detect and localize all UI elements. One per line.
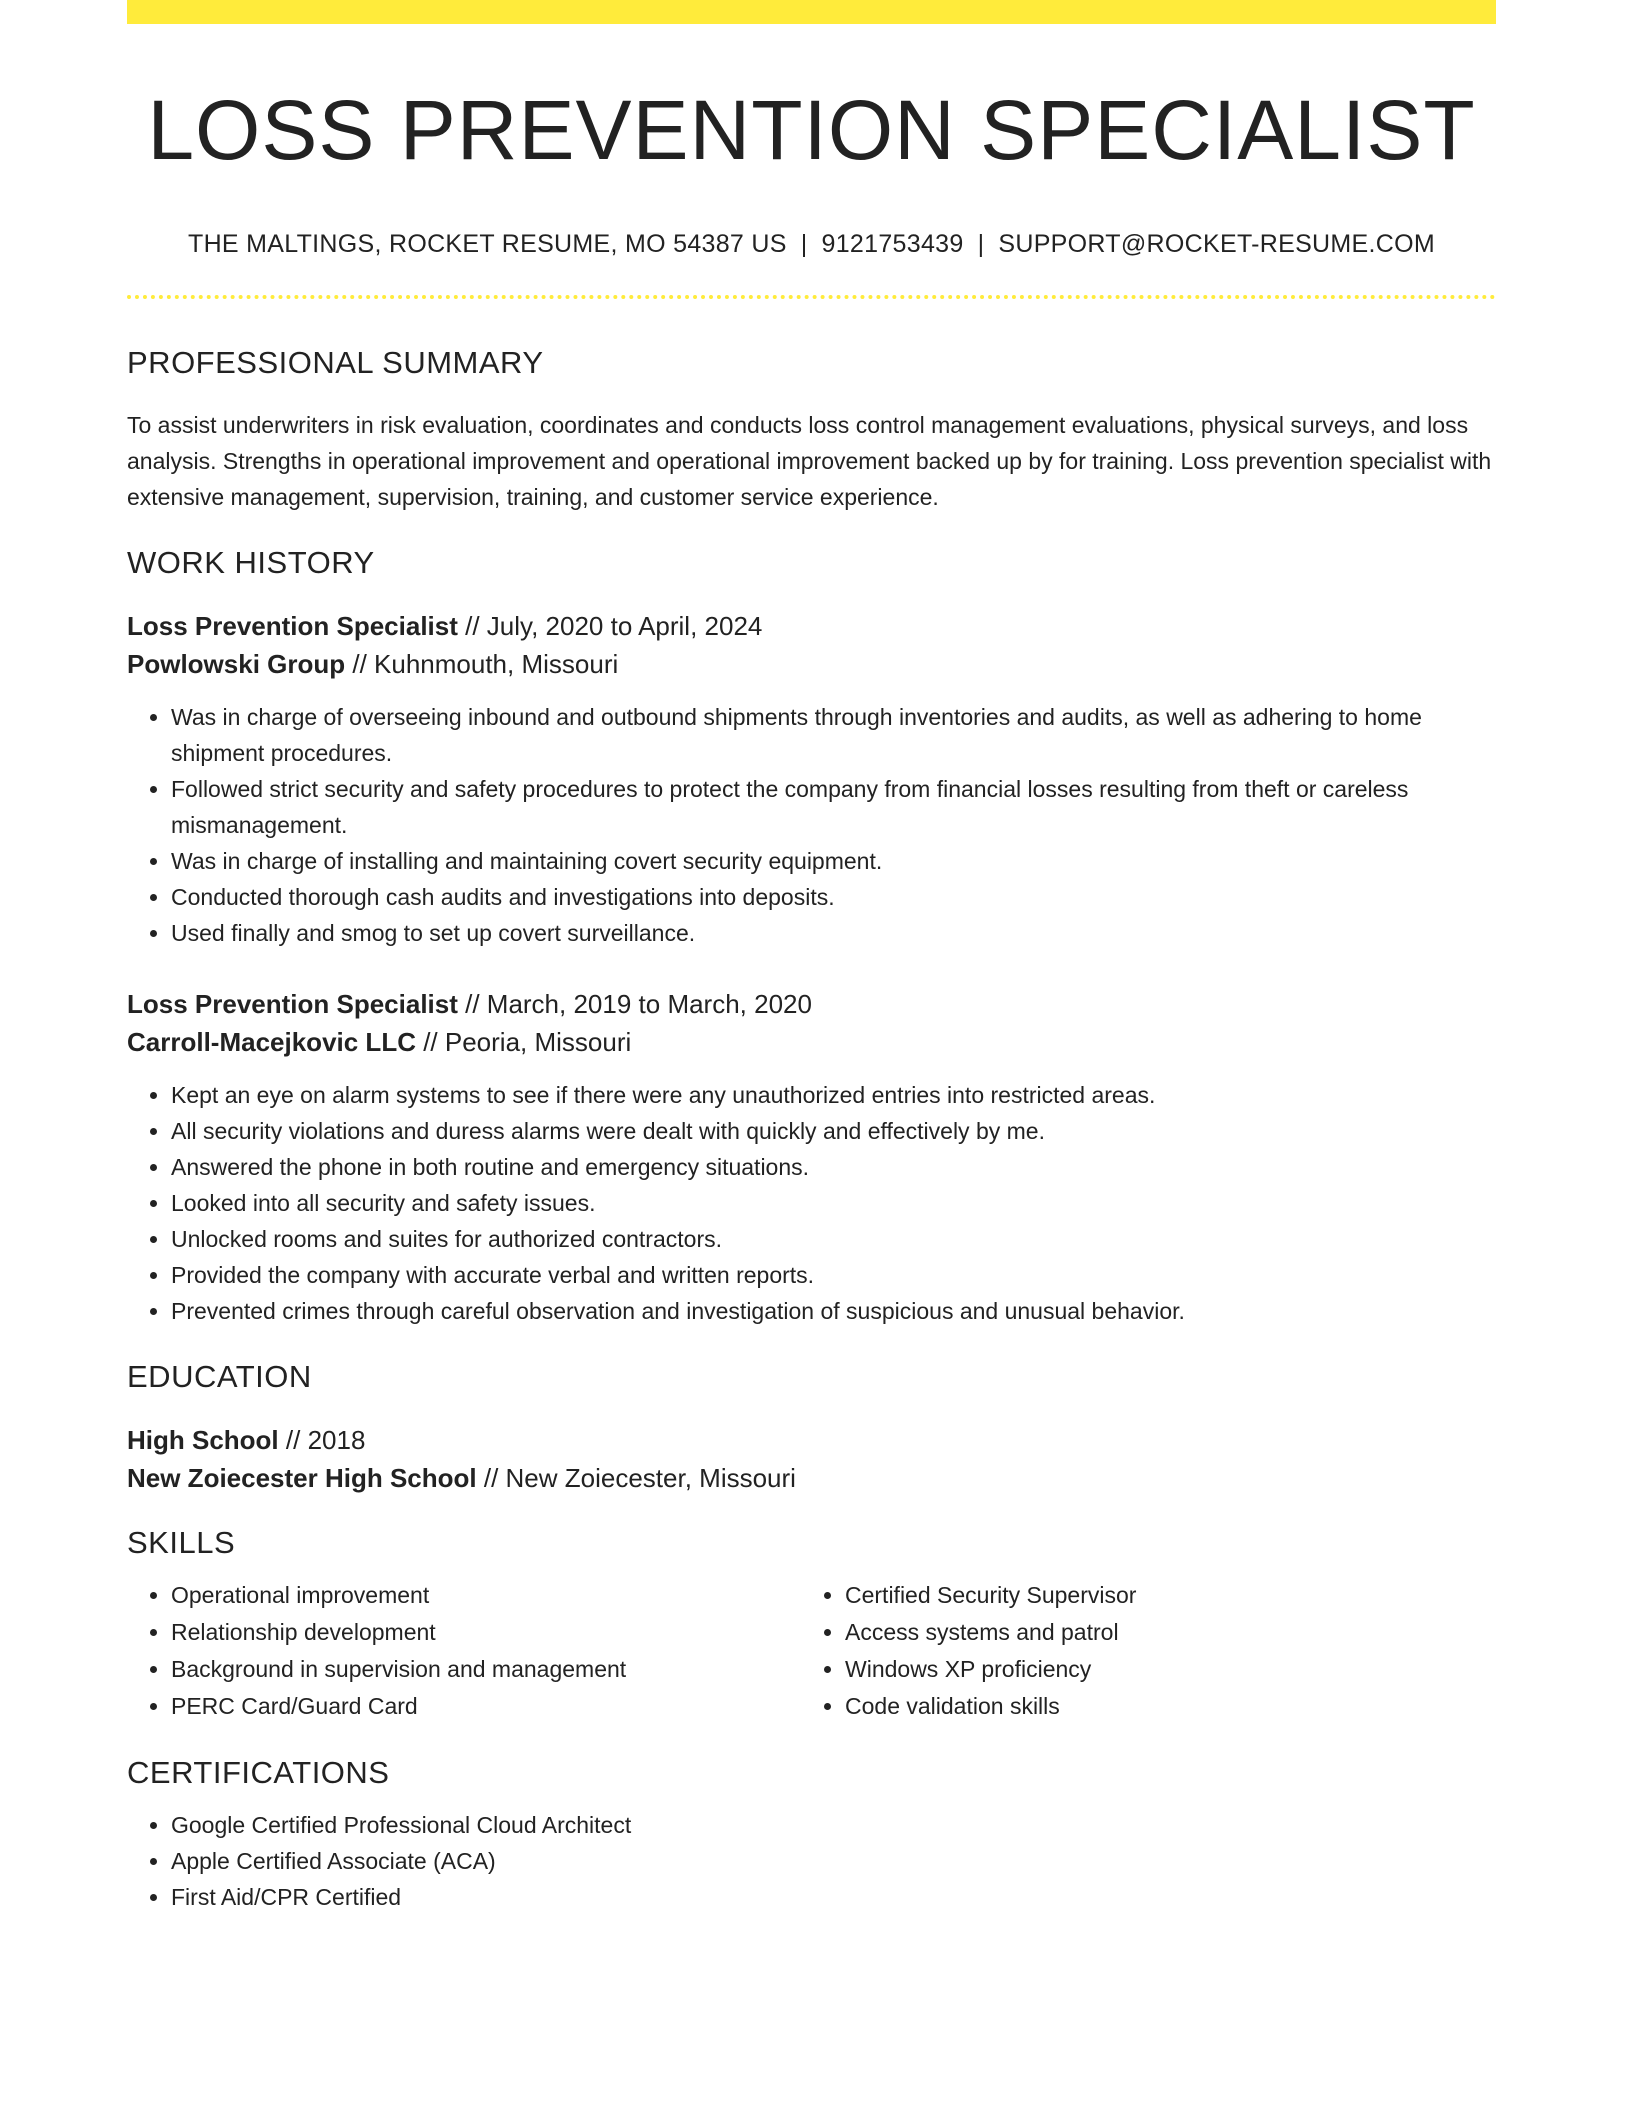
list-item: • Provided the company with accurate verbal and written reports. — [171, 1257, 1496, 1293]
dotted-divider — [127, 295, 1496, 299]
list-item: • Apple Certified Associate (ACA) — [171, 1843, 1496, 1879]
list-item: • Background in supervision and management — [171, 1651, 801, 1688]
email: SUPPORT@ROCKET-RESUME.COM — [998, 230, 1435, 259]
job-bullets — [127, 699, 1496, 951]
job-role-line — [127, 607, 1496, 645]
education-location: // New Zoiecester, Missouri — [476, 1463, 796, 1494]
list-item: • Was in charge of installing and maintaining covert security equipment. — [171, 843, 1496, 879]
education-year: // 2018 — [278, 1425, 366, 1456]
job-dates: // March, 2019 to March, 2020 — [457, 989, 812, 1020]
skills-heading: SKILLS — [127, 1525, 236, 1561]
skills-column-left — [127, 1577, 801, 1725]
candidate-title: LOSS PREVENTION SPECIALIST — [147, 83, 1476, 177]
certifications-heading: CERTIFICATIONS — [127, 1755, 390, 1791]
summary-heading: PROFESSIONAL SUMMARY — [127, 345, 544, 381]
list-item: • Certified Security Supervisor — [845, 1577, 1475, 1614]
skills-grid — [127, 1577, 1496, 1725]
list-item: • Used finally and smog to set up covert surveillance. — [171, 915, 1496, 951]
job-dates: // July, 2020 to April, 2024 — [457, 611, 763, 642]
job-location: // Peoria, Missouri — [415, 1027, 632, 1058]
separator: | — [977, 230, 985, 259]
list-item: • Relationship development — [171, 1614, 801, 1651]
list-item: • Unlocked rooms and suites for authorized contractors. — [171, 1221, 1496, 1257]
education-school: New Zoiecester High School — [127, 1463, 477, 1494]
accent-bar — [127, 0, 1496, 24]
list-item: • Answered the phone in both routine and emergency situations. — [171, 1149, 1496, 1185]
education-entry — [127, 1421, 1496, 1497]
education-degree: High School — [127, 1425, 279, 1456]
list-item: • Followed strict security and safety procedures to protect the company from financial losses resulting from theft or careless mismanagement. — [171, 771, 1496, 843]
education-heading: EDUCATION — [127, 1359, 312, 1395]
list-item: • Access systems and patrol — [845, 1614, 1475, 1651]
list-item: • Code validation skills — [845, 1688, 1475, 1725]
certifications-list — [127, 1807, 1496, 1915]
list-item: • First Aid/CPR Certified — [171, 1879, 1496, 1915]
work-history-heading: WORK HISTORY — [127, 545, 375, 581]
list-item: • Prevented crimes through careful observation and investigation of suspicious and unusual behavior. — [171, 1293, 1496, 1329]
job-entry — [127, 607, 1496, 951]
contact-line — [127, 230, 1496, 259]
education-degree-line — [127, 1421, 1496, 1459]
phone: 9121753439 — [821, 230, 964, 259]
list-item: • Kept an eye on alarm systems to see if there were any unauthorized entries into restricted areas. — [171, 1077, 1496, 1113]
list-item: • Was in charge of overseeing inbound and outbound shipments through inventories and audits, as well as adhering to home shipment procedures. — [171, 699, 1496, 771]
separator: | — [800, 230, 808, 259]
job-role: Loss Prevention Specialist — [127, 989, 458, 1020]
job-location: // Kuhnmouth, Missouri — [345, 649, 619, 680]
list-item: • Looked into all security and safety issues. — [171, 1185, 1496, 1221]
resume-page — [127, 0, 1496, 1915]
job-company-line — [127, 645, 1496, 683]
job-company: Powlowski Group — [127, 649, 346, 680]
job-company-line — [127, 1023, 1496, 1061]
job-role-line — [127, 985, 1496, 1023]
address: THE MALTINGS, ROCKET RESUME, MO 54387 US — [188, 230, 787, 259]
list-item: • Operational improvement — [171, 1577, 801, 1614]
list-item: • Conducted thorough cash audits and investigations into deposits. — [171, 879, 1496, 915]
job-bullets — [127, 1077, 1496, 1329]
list-item: • All security violations and duress alarms were dealt with quickly and effectively by me. — [171, 1113, 1496, 1149]
skills-column-right — [801, 1577, 1475, 1725]
list-item: • PERC Card/Guard Card — [171, 1688, 801, 1725]
list-item: • Windows XP proficiency — [845, 1651, 1475, 1688]
list-item: • Google Certified Professional Cloud Architect — [171, 1807, 1496, 1843]
job-company: Carroll-Macejkovic LLC — [127, 1027, 416, 1058]
job-entry — [127, 985, 1496, 1329]
summary-text: To assist underwriters in risk evaluation, coordinates and conducts loss control management evaluations, physical surveys, and loss analysis. Strengths in operational improvement and operational improvement backed up by for training. Loss prevention specialist with extensive management, supervision, training, and customer service experience. — [127, 412, 1492, 511]
job-role: Loss Prevention Specialist — [127, 611, 458, 642]
education-school-line — [127, 1459, 1496, 1497]
